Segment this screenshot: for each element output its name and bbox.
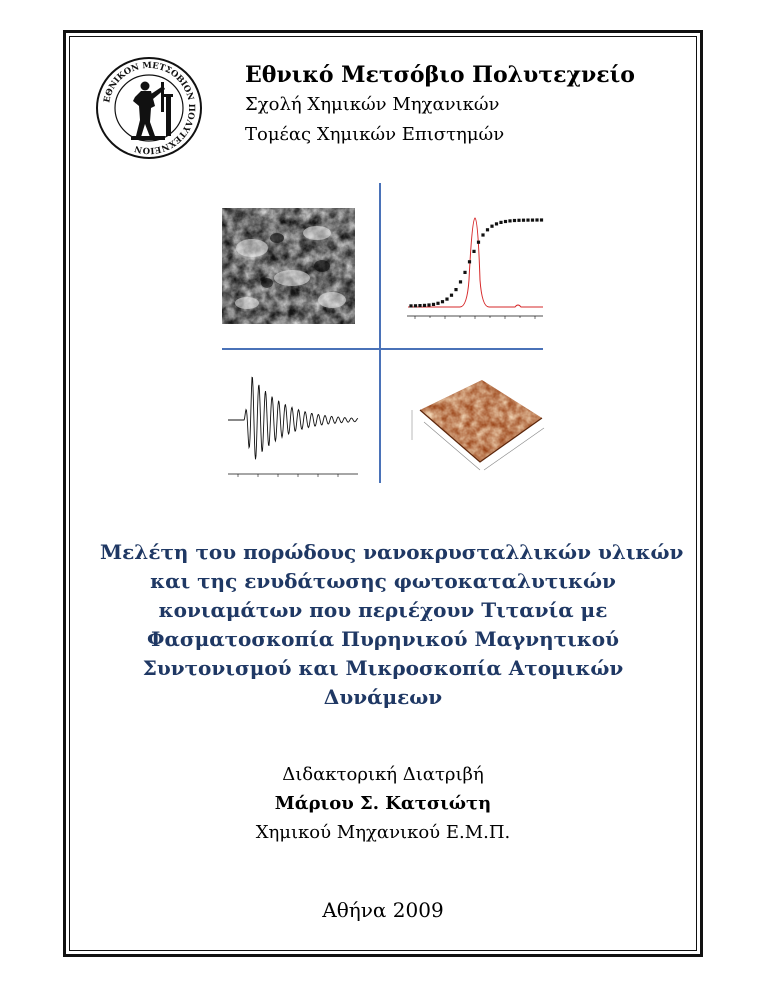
nmr-data-point [540, 218, 543, 221]
nmr-data-point [513, 219, 516, 222]
nmr-spectrum-plot [405, 210, 545, 324]
title-line: κονιαμάτων που περιέχουν Τιτανία με [158, 598, 608, 622]
nmr-data-point [486, 228, 489, 231]
nmr-data-point [450, 294, 453, 297]
title-line: Μελέτη του πορώδους νανοκρυσταλλικών υλικών [100, 540, 684, 564]
nmr-data-point [499, 221, 502, 224]
nmr-data-point [517, 219, 520, 222]
nmr-data-point [414, 304, 417, 307]
title-line: Συντονισμού και Μικροσκοπία Ατομικών [142, 656, 624, 680]
vertical-divider [379, 183, 381, 483]
nmr-data-point [418, 304, 421, 307]
nmr-data-point [495, 222, 498, 225]
title-line: Δυνάμεων [323, 685, 443, 709]
place-and-year: Αθήνα 2009 [322, 898, 444, 922]
nmr-data-point [409, 304, 412, 307]
nmr-data-point [454, 288, 457, 291]
nmr-data-point [432, 303, 435, 306]
nmr-data-point [504, 220, 507, 223]
author-qualification: Χημικού Μηχανικού Ε.Μ.Π. [255, 822, 511, 843]
svg-text:ΕΘΝΙΚΟΝ ΜΕΤΣΟΒΙΟΝ ΠΟΛΥΤΕΧΝΕΙΟΝ: ΕΘΝΙΚΟΝ ΜΕΤΣΟΒΙΟΝ ΠΟΛΥΤΕΧΝΕΙΟΝ [102, 60, 197, 156]
nmr-data-point [423, 304, 426, 307]
nmr-data-point [508, 219, 511, 222]
thesis-info [100, 760, 666, 847]
school-name: Σχολή Χημικών Μηχανικών [245, 94, 500, 115]
nmr-data-point [463, 271, 466, 274]
nmr-data-point [490, 225, 493, 228]
nmr-data-point [535, 218, 538, 221]
nmr-data-point [445, 298, 448, 301]
nmr-data-point [526, 219, 529, 222]
thesis-title [100, 538, 684, 712]
nmr-data-point [436, 302, 439, 305]
department-name: Τομέας Χημικών Επιστημών [245, 124, 505, 145]
nmr-data-point [441, 300, 444, 303]
fid-signal-plot [226, 370, 360, 480]
afm-topography-plot [400, 370, 548, 480]
nmr-data-point [427, 303, 430, 306]
thesis-type: Διδακτορική Διατριβή [282, 764, 484, 785]
nmr-data-point [459, 280, 462, 283]
nmr-data-point [481, 233, 484, 236]
institution-name: Εθνικό Μετσόβιο Πολυτεχνείο [245, 62, 635, 88]
title-line: Φασματοσκοπία Πυρηνικού Μαγνητικού [147, 627, 619, 651]
university-seal-logo [95, 56, 203, 160]
nmr-data-point [477, 241, 480, 244]
sem-micrograph-image [222, 208, 355, 324]
nmr-data-point [472, 250, 475, 253]
thesis-author: Μάριου Σ. Κατσιώτη [274, 793, 492, 814]
institution-header [245, 60, 665, 150]
title-line: και της ενυδάτωσης φωτοκαταλυτικών [150, 569, 616, 593]
horizontal-divider [222, 348, 543, 350]
nmr-data-point [531, 219, 534, 222]
nmr-data-point [468, 260, 471, 263]
nmr-data-point [522, 219, 525, 222]
